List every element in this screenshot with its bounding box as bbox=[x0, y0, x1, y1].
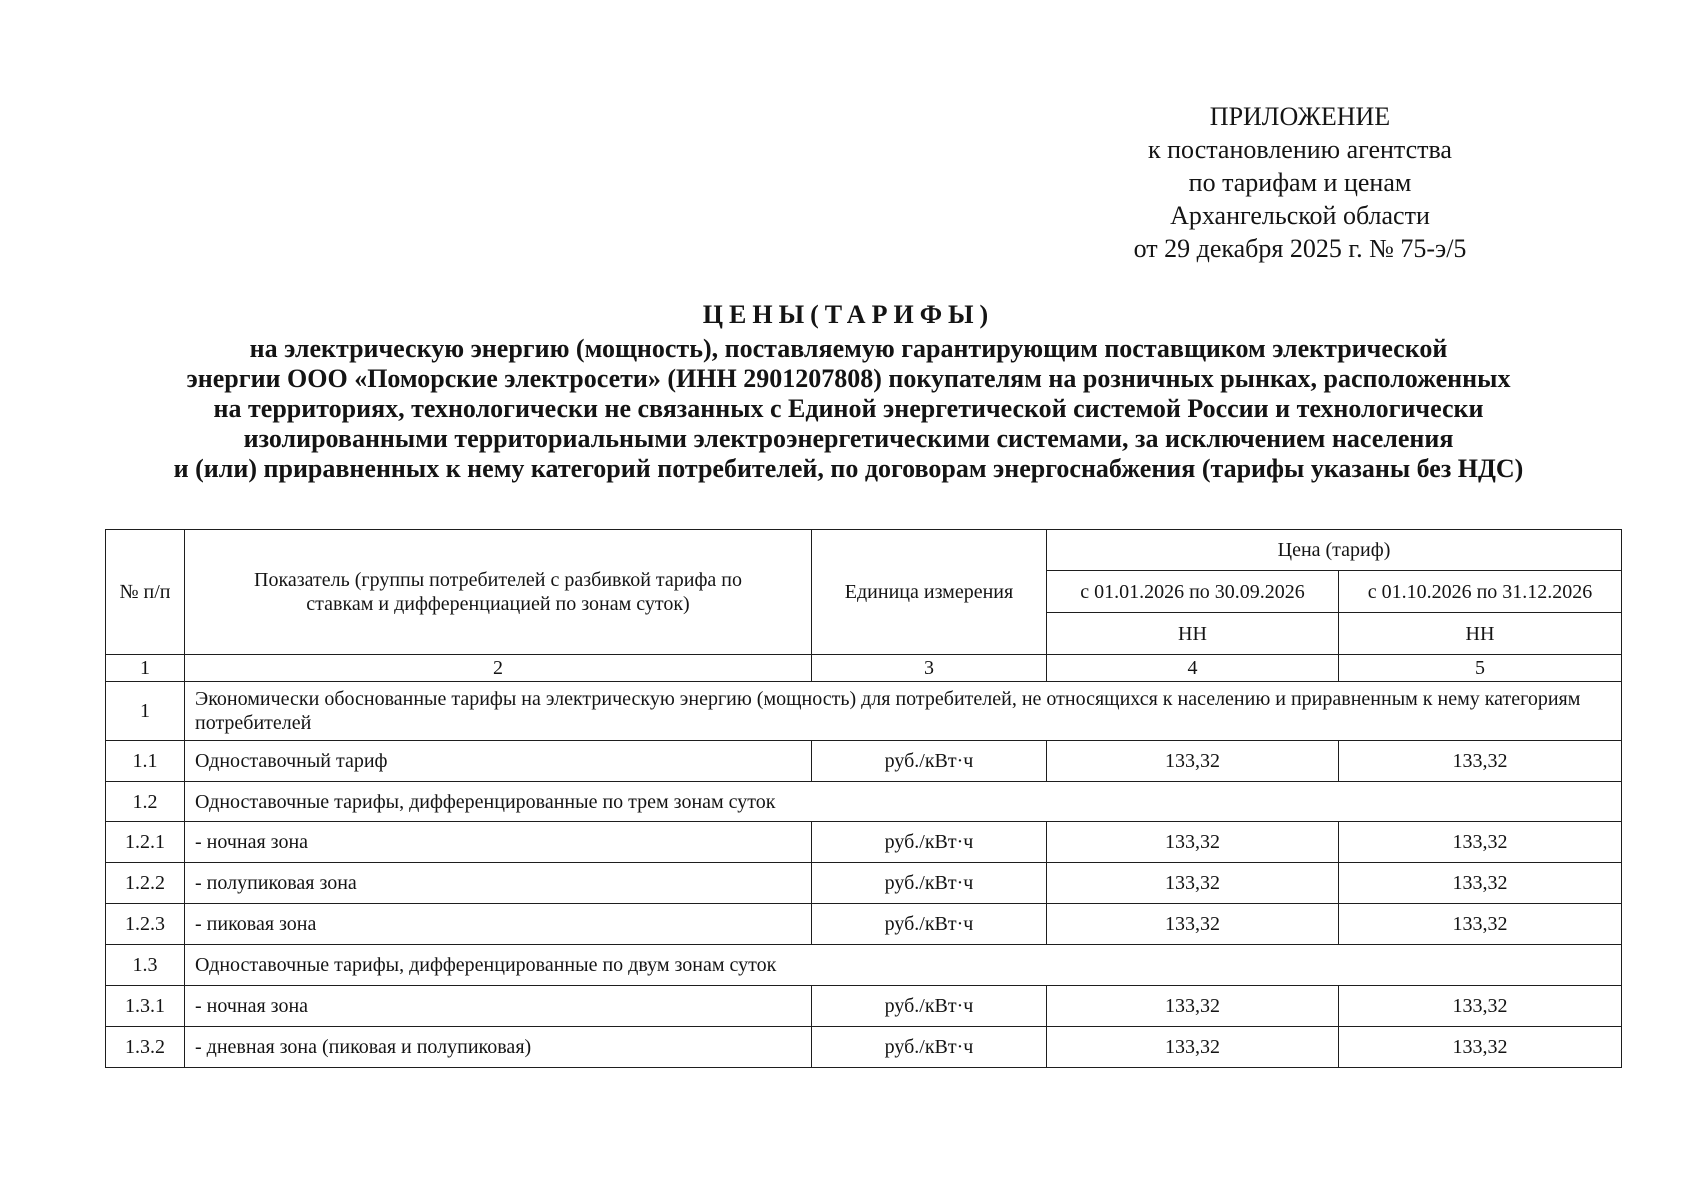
table-row bbox=[106, 986, 1622, 1027]
row-section-title: Экономически обоснованные тарифы на электрическую энергию (мощность) для потребителей, не относящихся к населению и приравненным к нему категориям потребителей bbox=[185, 682, 1622, 741]
row-unit: руб./кВт·ч bbox=[812, 904, 1047, 945]
row-value-period-2: 133,32 bbox=[1339, 863, 1622, 904]
row-value-period-2: 133,32 bbox=[1339, 741, 1622, 782]
row-value-period-1: 133,32 bbox=[1047, 986, 1339, 1027]
row-num: 1.3 bbox=[106, 945, 185, 986]
column-number: 3 bbox=[812, 655, 1047, 682]
table-row bbox=[106, 904, 1622, 945]
table-row bbox=[106, 822, 1622, 863]
header-unit: Единица измерения bbox=[812, 530, 1047, 655]
header-period-1: с 01.01.2026 по 30.09.2026 bbox=[1047, 571, 1339, 613]
row-value-period-1: 133,32 bbox=[1047, 863, 1339, 904]
title-line: на территориях, технологически не связанных с Единой энергетической системой России и технологически bbox=[213, 394, 1484, 423]
row-name: - полупиковая зона bbox=[185, 863, 812, 904]
appendix-line: по тарифам и ценам bbox=[1188, 168, 1412, 197]
row-num: 1.3.2 bbox=[106, 1027, 185, 1068]
column-number: 2 bbox=[185, 655, 812, 682]
title-line: изолированными территориальными электроэнергетическими системами, за исключением населения bbox=[243, 424, 1454, 453]
column-number: 1 bbox=[106, 655, 185, 682]
header-indicator: Показатель (группы потребителей с разбивкой тарифа по ставкам и дифференциацией по зонам суток) bbox=[185, 530, 812, 655]
row-value-period-2: 133,32 bbox=[1339, 904, 1622, 945]
header-period-2: с 01.10.2026 по 31.12.2026 bbox=[1339, 571, 1622, 613]
title-line: энергии ООО «Поморские электросети» (ИНН 2901207808) покупателям на розничных рынках, расположенных bbox=[186, 364, 1511, 393]
appendix-decree-line: от 29 декабря 2025 г. № 75-э/5 bbox=[1133, 234, 1467, 263]
table-row bbox=[106, 945, 1622, 986]
header-price: Цена (тариф) bbox=[1047, 530, 1622, 571]
header-voltage-1: НН bbox=[1047, 613, 1339, 655]
row-num: 1.2.2 bbox=[106, 863, 185, 904]
tariff-table bbox=[105, 529, 1622, 1068]
table-row bbox=[106, 863, 1622, 904]
row-value-period-2: 133,32 bbox=[1339, 986, 1622, 1027]
table-row bbox=[106, 741, 1622, 782]
row-value-period-1: 133,32 bbox=[1047, 1027, 1339, 1068]
row-value-period-2: 133,32 bbox=[1339, 822, 1622, 863]
row-value-period-1: 133,32 bbox=[1047, 822, 1339, 863]
row-value-period-1: 133,32 bbox=[1047, 904, 1339, 945]
table-row bbox=[106, 782, 1622, 822]
table-row bbox=[106, 682, 1622, 741]
row-section-title: Одноставочные тарифы, дифференцированные по трем зонам суток bbox=[185, 782, 1622, 822]
row-num: 1.1 bbox=[106, 741, 185, 782]
row-num: 1 bbox=[106, 682, 185, 741]
appendix-line: к постановлению агентства bbox=[1148, 135, 1452, 164]
row-value-period-1: 133,32 bbox=[1047, 741, 1339, 782]
row-section-title: Одноставочные тарифы, дифференцированные по двум зонам суток bbox=[185, 945, 1622, 986]
row-unit: руб./кВт·ч bbox=[812, 1027, 1047, 1068]
row-name: - пиковая зона bbox=[185, 904, 812, 945]
appendix-block bbox=[1040, 100, 1560, 265]
row-unit: руб./кВт·ч bbox=[812, 986, 1047, 1027]
row-num: 1.2.1 bbox=[106, 822, 185, 863]
table-row bbox=[106, 1027, 1622, 1068]
title-line: на электрическую энергию (мощность), поставляемую гарантирующим поставщиком электрической bbox=[249, 334, 1448, 363]
row-name: - дневная зона (пиковая и полупиковая) bbox=[185, 1027, 812, 1068]
appendix-line: Архангельской области bbox=[1170, 201, 1430, 230]
row-unit: руб./кВт·ч bbox=[812, 863, 1047, 904]
column-number: 4 bbox=[1047, 655, 1339, 682]
column-number: 5 bbox=[1339, 655, 1622, 682]
row-value-period-2: 133,32 bbox=[1339, 1027, 1622, 1068]
document-title bbox=[0, 300, 1697, 484]
row-name: Одноставочный тариф bbox=[185, 741, 812, 782]
title-heading: ЦЕНЫ(ТАРИФЫ) bbox=[702, 300, 995, 329]
title-line: и (или) приравненных к нему категорий потребителей, по договорам энергоснабжения (тарифы указаны без НДС) bbox=[173, 454, 1524, 483]
row-unit: руб./кВт·ч bbox=[812, 741, 1047, 782]
table-header-row bbox=[106, 530, 1622, 571]
appendix-title: ПРИЛОЖЕНИЕ bbox=[1209, 102, 1391, 131]
row-name: - ночная зона bbox=[185, 822, 812, 863]
row-num: 1.3.1 bbox=[106, 986, 185, 1027]
column-numbers-row bbox=[106, 655, 1622, 682]
row-num: 1.2 bbox=[106, 782, 185, 822]
row-unit: руб./кВт·ч bbox=[812, 822, 1047, 863]
header-num: № п/п bbox=[106, 530, 185, 655]
row-name: - ночная зона bbox=[185, 986, 812, 1027]
row-num: 1.2.3 bbox=[106, 904, 185, 945]
header-voltage-2: НН bbox=[1339, 613, 1622, 655]
